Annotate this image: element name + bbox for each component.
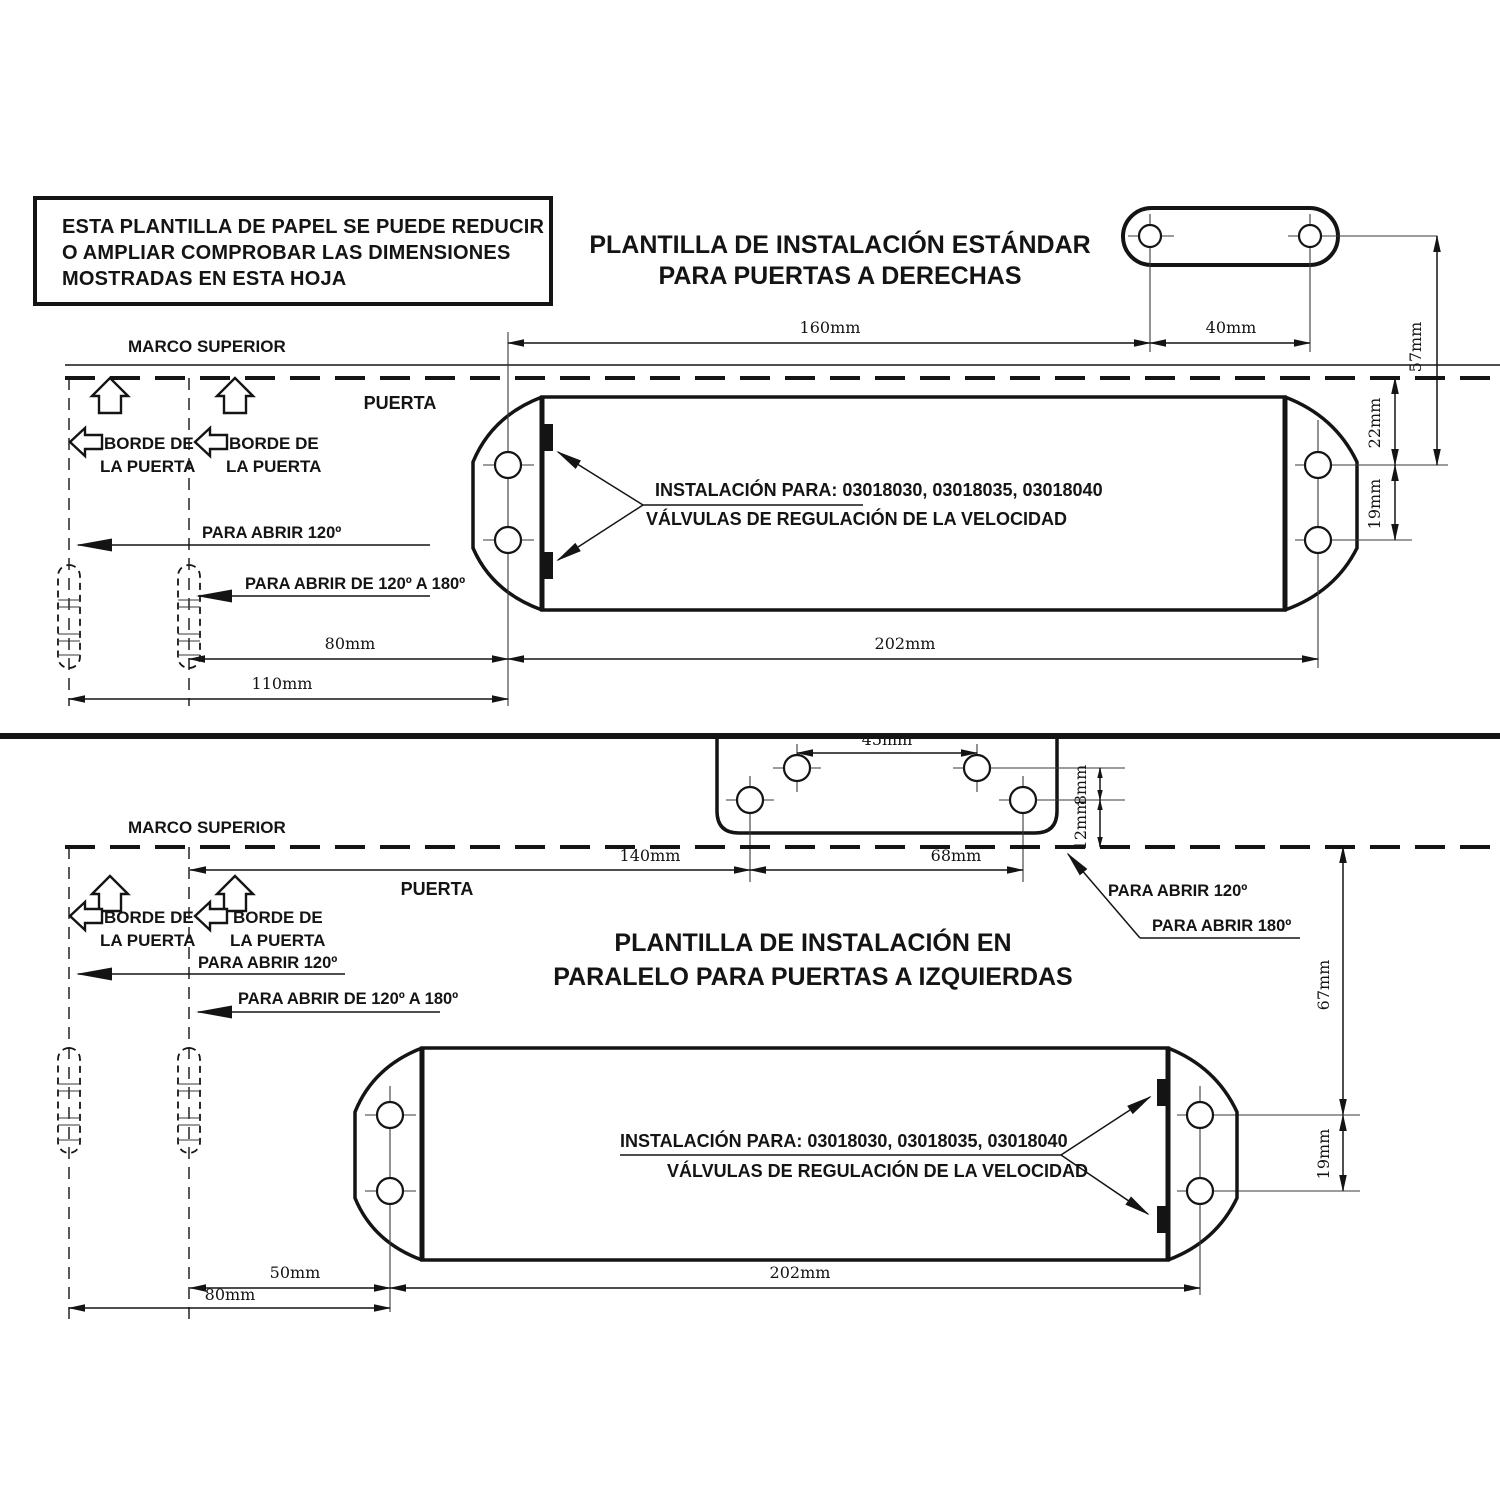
top-arm-bracket (1123, 208, 1437, 352)
dim-57mm: 57mm (1406, 321, 1425, 373)
bottom-parallel-bracket (717, 730, 1125, 882)
mount-hole (495, 452, 521, 478)
bottom-puerta-label: PUERTA (400, 879, 474, 899)
up-arrow-icon (217, 378, 253, 413)
bracket-hole (1139, 225, 1161, 247)
dim-22mm: 22mm (1365, 397, 1384, 449)
bottom-title-line-1: PLANTILLA DE INSTALACIÓN EN (614, 929, 1012, 957)
borde-label-line-1: BORDE DE (104, 908, 194, 927)
top-puerta-label: PUERTA (363, 393, 437, 413)
dim-19mm-bottom: 19mm (1314, 1128, 1333, 1180)
bottom-door-edge-callout-2 (195, 876, 325, 950)
bracket-hole (1010, 787, 1036, 813)
speed-valve (1157, 1206, 1168, 1233)
dim-67mm: 67mm (1314, 959, 1333, 1011)
borde-label-line-1: BORDE DE (104, 434, 194, 453)
bracket-hole (784, 755, 810, 781)
bracket-hole (737, 787, 763, 813)
bottom-door-edge-callout-1 (70, 876, 195, 950)
left-arrow-icon (195, 428, 227, 456)
top-para-abrir-120-180-label: PARA ABRIR DE 120º A 180º (245, 575, 466, 593)
bottom-instalacion-line-1: INSTALACIÓN PARA: 03018030, 03018035, 03018040 (620, 1131, 1068, 1151)
bracket-hole (964, 755, 990, 781)
mount-hole (495, 527, 521, 553)
bottom-marco-superior-label: MARCO SUPERIOR (128, 818, 286, 837)
borde-label-line-2: LA PUERTA (226, 457, 322, 476)
bottom-template-section (58, 730, 1500, 1320)
borde-label-line-2: LA PUERTA (230, 931, 326, 950)
up-arrow-icon (217, 876, 253, 911)
dim-110mm: 110mm (251, 674, 313, 693)
top-title-line-2: PARA PUERTAS A DERECHAS (658, 262, 1022, 290)
dim-45mm: 45mm (861, 730, 913, 749)
bottom-right-angle-callout (1068, 854, 1300, 938)
mount-hole (1187, 1178, 1213, 1204)
bottom-instalacion-line-2: VÁLVULAS DE REGULACIÓN DE LA VELOCIDAD (667, 1161, 1089, 1181)
speed-valve (542, 552, 553, 579)
note-line-2: O AMPLIAR COMPROBAR LAS DIMENSIONES (62, 242, 511, 264)
dim-8mm: 8mm (1071, 764, 1090, 806)
note-box (35, 198, 551, 304)
para-abrir-180-right-label: PARA ABRIR 180º (1152, 917, 1292, 935)
speed-valve (1157, 1079, 1168, 1106)
note-line-1: ESTA PLANTILLA DE PAPEL SE PUEDE REDUCIR (62, 216, 545, 238)
left-arrow-icon (195, 902, 227, 930)
mount-hole (1305, 527, 1331, 553)
borde-label-line-1: BORDE DE (233, 908, 323, 927)
top-title-line-1: PLANTILLA DE INSTALACIÓN ESTÁNDAR (589, 231, 1091, 259)
top-door-edge-callout-1 (70, 378, 195, 476)
dim-80mm: 80mm (324, 634, 376, 653)
bracket-hole (1299, 225, 1321, 247)
dim-160mm: 160mm (799, 318, 861, 337)
borde-label-line-2: LA PUERTA (100, 457, 196, 476)
dim-12mm: 12mm (1071, 799, 1090, 851)
dim-202mm: 202mm (874, 634, 936, 653)
mount-hole (1305, 452, 1331, 478)
top-door-edge-callout-2 (195, 378, 321, 476)
dim-202mm-bottom: 202mm (769, 1263, 831, 1282)
left-arrow-icon (70, 428, 102, 456)
para-abrir-120-right-label: PARA ABRIR 120º (1108, 882, 1248, 900)
dim-19mm: 19mm (1365, 478, 1384, 530)
note-line-3: MOSTRADAS EN ESTA HOJA (62, 268, 347, 290)
mount-hole (1187, 1102, 1213, 1128)
left-arrow-icon (70, 902, 102, 930)
dim-140mm: 140mm (619, 846, 681, 865)
top-instalacion-line-1: INSTALACIÓN PARA: 03018030, 03018035, 03018040 (655, 480, 1103, 500)
top-marco-superior-label: MARCO SUPERIOR (128, 337, 286, 356)
top-valve-callout (558, 452, 1103, 560)
top-instalacion-line-2: VÁLVULAS DE REGULACIÓN DE LA VELOCIDAD (646, 509, 1068, 529)
top-para-abrir-120-label: PARA ABRIR 120º (202, 524, 342, 542)
bottom-dimensions (69, 1263, 1200, 1308)
dim-40mm: 40mm (1205, 318, 1257, 337)
borde-label-line-1: BORDE DE (229, 434, 319, 453)
mount-hole (377, 1102, 403, 1128)
mount-hole (377, 1178, 403, 1204)
dim-68mm: 68mm (930, 846, 982, 865)
borde-label-line-2: LA PUERTA (100, 931, 196, 950)
bottom-valve-callout (620, 1097, 1150, 1214)
dim-80mm-bottom: 80mm (204, 1285, 256, 1304)
bottom-title-line-2: PARALELO PARA PUERTAS A IZQUIERDAS (553, 963, 1073, 991)
speed-valve (542, 424, 553, 451)
up-arrow-icon (92, 876, 128, 911)
dim-50mm: 50mm (269, 1263, 321, 1282)
up-arrow-icon (92, 378, 128, 413)
bottom-para-abrir-120-180-label: PARA ABRIR DE 120º A 180º (238, 990, 459, 1008)
top-template-section (35, 198, 1500, 706)
bottom-para-abrir-120-label: PARA ABRIR 120º (198, 954, 338, 972)
